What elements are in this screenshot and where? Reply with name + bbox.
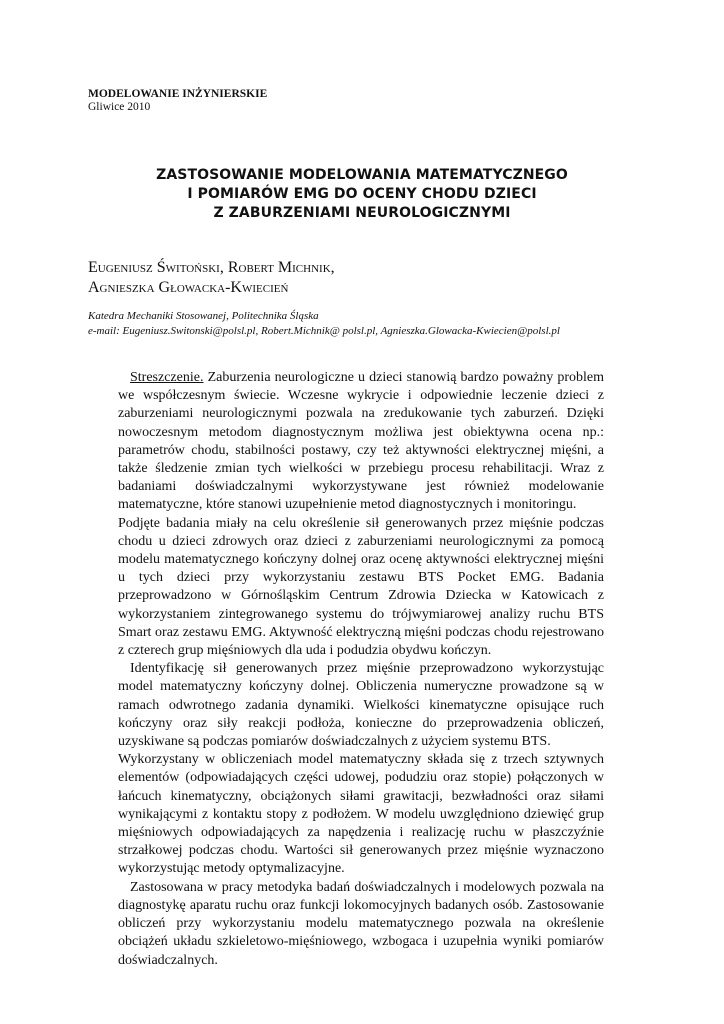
paper-title [60, 166, 664, 223]
authors-line-1: Eugeniusz Świtoński, Robert Michnik, [88, 259, 335, 276]
affiliation-department: Katedra Mechaniki Stosowanej, Politechnika Śląska [88, 310, 319, 322]
abstract-paragraph-3: Identyfikację sił generowanych przez mięśnie przeprowadzono wykorzystując model matematyczny kończyny dolnej. Obliczenia numeryczne prowadzone są w ramach odwrotnego zadania dynamiki. Wielkości kinematyczne opisujące ruch kończyny oraz siły reakcji podłoża, konieczne do przeprowadzenia obliczeń, uzyskiwane są podczas pomiarów doświadczalnych z użyciem systemu BTS. [118, 661, 604, 750]
journal-header [88, 88, 267, 114]
abstract [118, 369, 604, 970]
abstract-paragraph-5: Zastosowana w pracy metodyka badań doświadczalnych i modelowych pozwala na diagnostykę aparatu ruchu oraz funkcji lokomocyjnych badanych osób. Zastosowanie obliczeń przy wykorzystaniu modelu matematycznego pozwala na określenie obciążeń układu szkieletowo-mięśniowego, wzbogaca i uzupełnia wyniki pomiarów doświadczalnych. [118, 879, 604, 968]
journal-name: MODELOWANIE INŻYNIERSKIE [88, 88, 268, 100]
affiliation-emails: e-mail: Eugeniusz.Switonski@polsl.pl, Robert.Michnik@ polsl.pl, Agnieszka.Glowacka-Kwiecien@polsl.pl [88, 325, 560, 337]
abstract-paragraph-1-text: Zaburzenia neurologiczne u dzieci stanowią bardzo poważny problem we współczesnym świecie. Wczesne wykrycie i odpowiednie leczenie dzieci z zaburzeniami neurologicznymi pozwala na zredukowanie tych zaburzeń. Dzięki nowoczesnym metodom diagnostycznym możliwa jest obiektywna ocena np.: parametrów chodu, stabilności postawy, czy też aktywności elektrycznej mięśni, a także śledzenie zmian tych wielkości w przebiegu procesu rehabilitacji. Wraz z badaniami doświadczalnymi wykorzystywane jest również modelowanie matematyczne, które stanowi uzupełnienie metod diagnostycznych i monitoringu. [118, 370, 605, 513]
authors [88, 258, 335, 298]
title-line-1: ZASTOSOWANIE MODELOWANIA MATEMATYCZNEGO [156, 167, 568, 183]
journal-place-year: Gliwice 2010 [88, 101, 151, 113]
authors-line-2: Agnieszka Głowacka-Kwiecień [88, 279, 289, 296]
abstract-paragraph-2: Podjęte badania miały na celu określenie sił generowanych przez mięśnie podczas chodu u dzieci zdrowych oraz dzieci z zaburzeniami neurologicznymi za pomocą modelu matematycznego kończyny dolnej oraz ocenę aktywności elektrycznej mięśni u tych dzieci przy wykorzystaniu zestawu BTS Pocket EMG. Badania przeprowadzono w Górnośląskim Centrum Zdrowia Dziecka w Katowicach z wykorzystaniem zintegrowanego systemu do trójwymiarowej analizy ruchu BTS Smart oraz zestawu EMG. Aktywność elektryczną mięśni podczas chodu rejestrowano z czterech grup mięśniowych dla uda i podudzia obydwu kończyn. [118, 515, 604, 659]
abstract-label: Streszczenie. [130, 370, 204, 385]
abstract-paragraph-1 [118, 369, 604, 515]
title-line-3: Z ZABURZENIAMI NEUROLOGICZNYMI [213, 205, 511, 221]
abstract-paragraph-4: Wykorzystany w obliczeniach model matematyczny składa się z trzech sztywnych elementów (odpowiadających części udowej, podudziu oraz stopie) połączonych w łańcuch kinematyczny, obciążonych siłami grawitacji, bezwładności oraz siłami wynikającymi z kontaktu stopy z podłożem. W modelu uwzględniono dziewięć grup mięśniowych odpowiadających za napędzenia i realizację ruchu w płaszczyźnie strzałkowej podczas chodu. Wartości sił generowanych przez mięśnie wyznaczono wykorzystując metody optymalizacyjne. [118, 752, 604, 877]
title-line-2: I POMIARÓW EMG DO OCENY CHODU DZIECI [187, 186, 537, 202]
affiliation [88, 309, 560, 339]
